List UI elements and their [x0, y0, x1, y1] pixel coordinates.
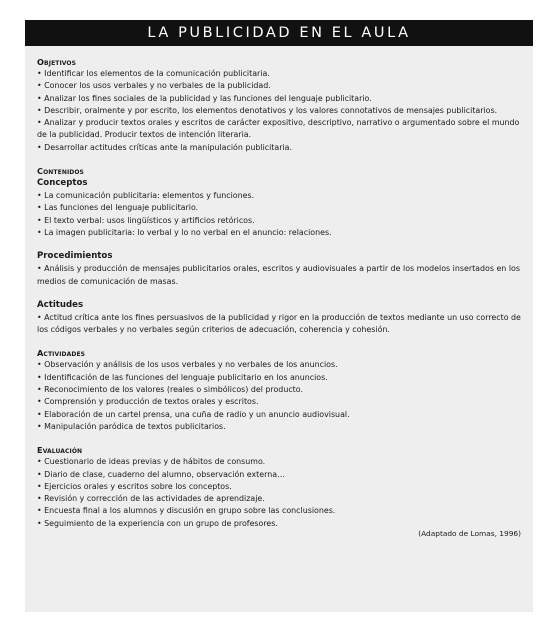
list-item: • Elaboración de un cartel prensa, una cuña de radio y un anuncio audiovisual. [37, 409, 521, 421]
subsection-actitudes [37, 299, 521, 337]
list-item: • Comprensión y producción de textos orales y escritos. [37, 396, 521, 408]
list-item: • Cuestionario de ideas previas y de hábitos de consumo. [37, 456, 521, 468]
list-item: • Reconocimiento de los valores (reales o simbólicos) del producto. [37, 384, 521, 396]
list-item: • Manipulación paródica de textos publicitarios. [37, 421, 521, 433]
objetivos-list [37, 68, 521, 154]
list-item: • Encuesta final a los alumnos y discusión en grupo sobre las conclusiones. [37, 505, 521, 517]
citation: (Adaptado de Lomas, 1996) [418, 529, 521, 539]
section-heading-actividades: Actividades [37, 348, 86, 359]
list-item: • Seguimiento de la experiencia con un grupo de profesores. [37, 518, 521, 530]
list-item: • Análisis y producción de mensajes publicitarios orales, escritos y audiovisuales a partir de los modelos insertados en los medios de comunicación de masas. [37, 263, 521, 288]
subsection-conceptos [37, 177, 521, 239]
section-objetivos [37, 56, 521, 154]
document-page [25, 20, 533, 612]
subsection-heading-conceptos: Conceptos [37, 178, 88, 189]
list-item: • La comunicación publicitaria: elementos y funciones. [37, 190, 521, 202]
document-content [25, 46, 533, 540]
subsection-heading-actitudes: Actitudes [37, 299, 84, 310]
list-item: • Identificación de las funciones del lenguaje publicitario en los anuncios. [37, 372, 521, 384]
section-contenidos [37, 165, 521, 336]
list-item: • Diario de clase, cuaderno del alumno, observación externa… [37, 469, 521, 481]
list-item: • Identificar los elementos de la comunicación publicitaria. [37, 68, 521, 80]
procedimientos-list [37, 263, 521, 288]
actitudes-list [37, 312, 521, 337]
subsection-heading-procedimientos: Procedimientos [37, 251, 113, 262]
list-item: • El texto verbal: usos lingüísticos y artificios retóricos. [37, 215, 521, 227]
section-heading-objetivos: Objetivos [37, 57, 77, 67]
list-item: • Conocer los usos verbales y no verbales de la publicidad. [37, 80, 521, 92]
list-item: • Actitud crítica ante los fines persuasivos de la publicidad y rigor en la producción de textos mediante un uso correcto de los códigos verbales y no verbales según criterios de adecuación, coherencia y cohesión. [37, 312, 521, 337]
conceptos-list [37, 190, 521, 239]
list-item: • Desarrollar actitudes críticas ante la manipulación publicitaria. [37, 142, 521, 154]
list-item: • Analizar y producir textos orales y escritos de carácter expositivo, descriptivo, narrativo o argumentado sobre el mundo de la publicidad. Producir textos de intención literaria. [37, 117, 521, 142]
list-item: • La imagen publicitaria: lo verbal y lo no verbal en el anuncio: relaciones. [37, 227, 521, 239]
list-item: • Observación y análisis de los usos verbales y no verbales de los anuncios. [37, 359, 521, 371]
list-item: • Ejercicios orales y escritos sobre los conceptos. [37, 481, 521, 493]
evaluacion-list [37, 456, 521, 530]
section-heading-evaluacion: Evaluación [37, 445, 83, 456]
section-evaluacion [37, 444, 521, 530]
list-item: • Revisión y corrección de las actividades de aprendizaje. [37, 493, 521, 505]
section-actividades [37, 347, 521, 433]
page-title: LA PUBLICIDAD EN EL AULA [25, 20, 533, 46]
list-item: • Las funciones del lenguaje publicitario. [37, 202, 521, 214]
section-heading-contenidos: Contenidos [37, 166, 84, 177]
subsection-procedimientos [37, 250, 521, 288]
list-item: • Analizar los fines sociales de la publicidad y las funciones del lenguaje publicitario. [37, 93, 521, 105]
list-item: • Describir, oralmente y por escrito, los elementos denotativos y los valores connotativos de mensajes publicitarios. [37, 105, 521, 117]
actividades-list [37, 359, 521, 433]
